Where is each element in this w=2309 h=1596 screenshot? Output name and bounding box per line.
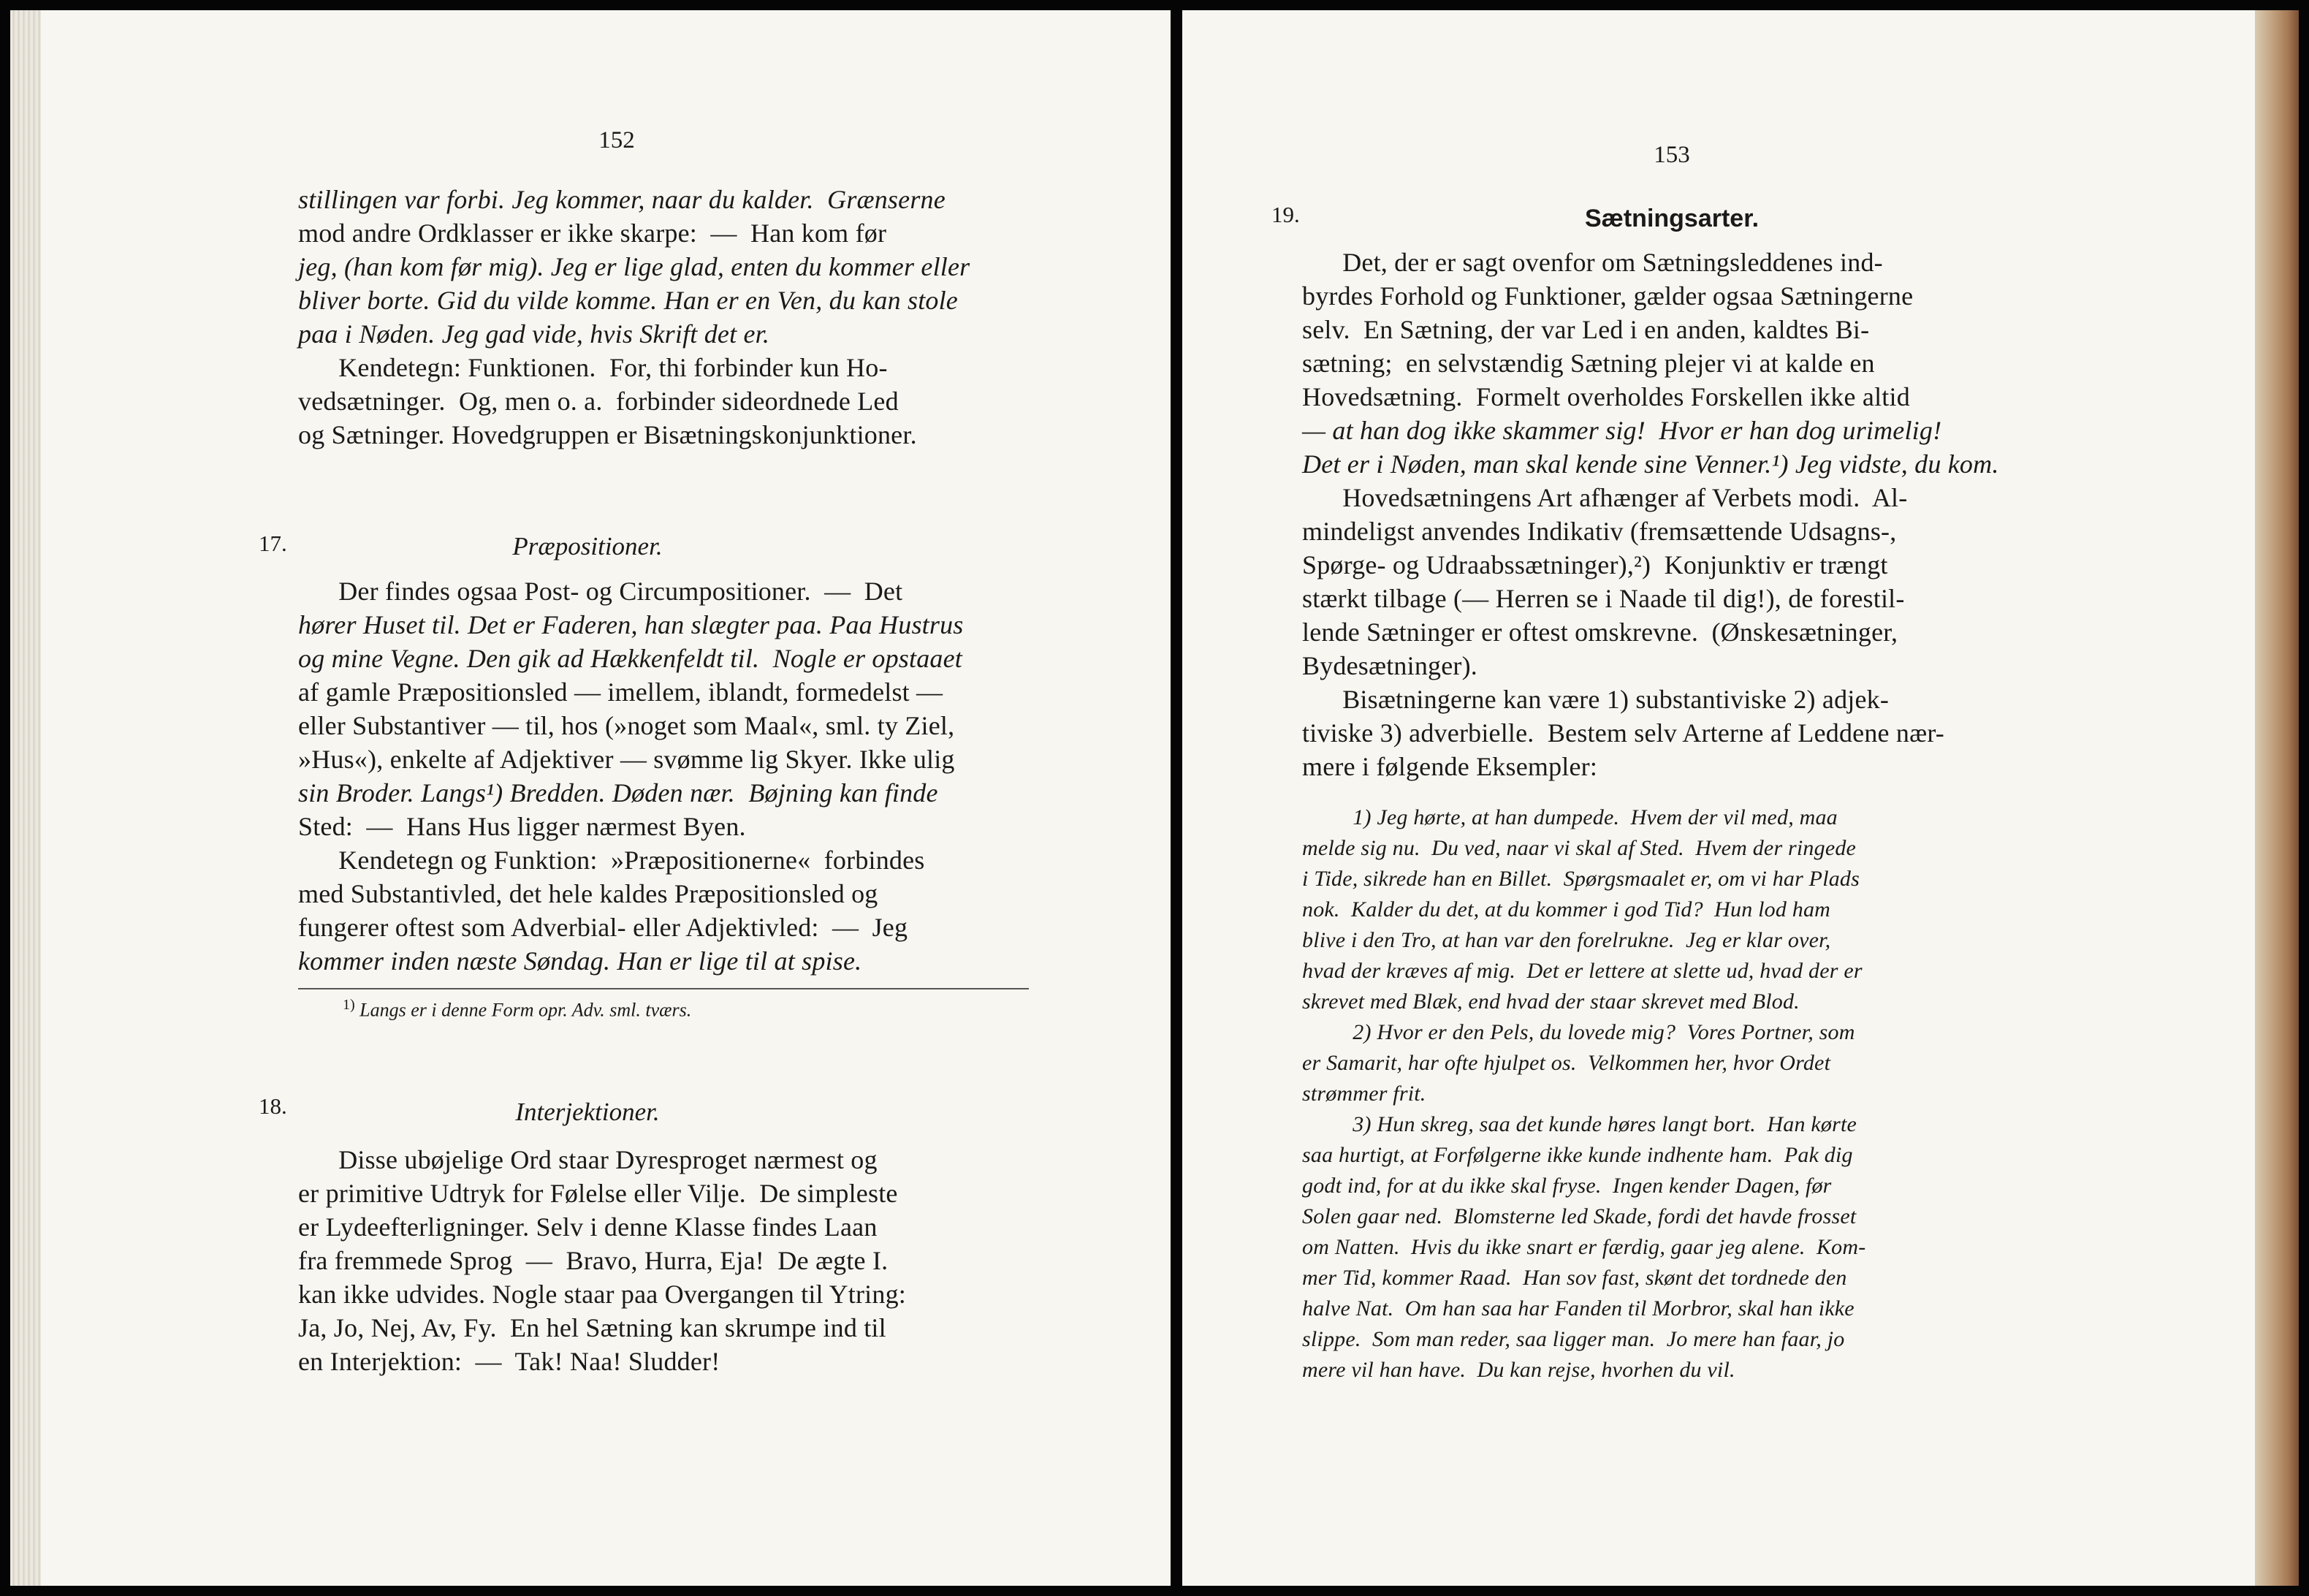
text-line: Hovedsætningens Art afhænger af Verbets modi. Al-	[1302, 483, 1908, 512]
text-line: fra fremmede Sprog — Bravo, Hurra, Eja! De ægte I.	[298, 1246, 889, 1275]
text-line: Hovedsætning. Formelt overholdes Forskellen ikke altid	[1302, 382, 1910, 411]
text-line: jeg, (han kom før mig). Jeg er lige glad, enten du kommer eller	[298, 252, 970, 281]
text-line: Spørge- og Udraabssætninger),²) Konjunktiv er trængt	[1302, 550, 1888, 580]
text-line: er primitive Udtryk for Følelse eller Vilje. De simpleste	[298, 1179, 898, 1208]
section-number-18: 18.	[259, 1093, 287, 1119]
text-line: og Sætninger. Hovedgruppen er Bisætningskonjunktioner.	[298, 420, 917, 449]
text-line: hører Huset til. Det er Faderen, han slægter paa. Paa Hustrus	[298, 610, 964, 639]
text-line: melde sig nu. Du ved, naar vi skal af Sted. Hvem der ringede	[1302, 836, 1857, 860]
text-line: vedsætninger. Og, men o. a. forbinder sideordnede Led	[298, 387, 899, 416]
page-number: 152	[598, 127, 635, 153]
page-number: 153	[1654, 142, 1690, 168]
text-line: paa i Nøden. Jeg gad vide, hvis Skrift det er.	[298, 319, 770, 349]
text-line: slippe. Som man reder, saa ligger man. Jo mere han faar, jo	[1302, 1327, 1845, 1351]
left-page	[10, 10, 1171, 1586]
text-line: Kendetegn og Funktion: »Præpositionerne« forbindes	[298, 846, 925, 875]
text-line: er Samarit, har ofte hjulpet os. Velkommen her, hvor Ordet	[1302, 1051, 1831, 1075]
text-line: stillingen var forbi. Jeg kommer, naar du kalder. Grænserne	[298, 185, 946, 214]
text-line: Kendetegn: Funktionen. For, thi forbinder kun Ho-	[298, 353, 888, 382]
text-line: bliver borte. Gid du vilde komme. Han er en Ven, du kan stole	[298, 286, 958, 315]
text-line: om Natten. Hvis du ikke snart er færdig, gaar jeg alene. Kom-	[1302, 1235, 1866, 1259]
text-line: Det, der er sagt ovenfor om Sætningsleddenes ind-	[1302, 248, 1883, 277]
text-line: sætning; en selvstændig Sætning plejer vi at kalde en	[1302, 349, 1875, 378]
right-page	[1182, 10, 2255, 1586]
text-line: sin Broder. Langs¹) Bredden. Døden nær. Bøjning kan finde	[298, 778, 938, 808]
text-line: og mine Vegne. Den gik ad Hækkenfeldt til. Nogle er opstaaet	[298, 644, 963, 673]
interjections-paragraph	[298, 1143, 906, 1378]
text-line: kan ikke udvides. Nogle staar paa Overgangen til Ytring:	[298, 1280, 906, 1309]
text-line: af gamle Præpositionsled — imellem, iblandt, formedelst —	[298, 677, 943, 707]
section-number-17: 17.	[259, 531, 287, 556]
text-line: Der findes ogsaa Post- og Circumpositioner. — Det	[298, 577, 903, 606]
footnote-text: Langs er i denne Form opr. Adv. sml. tværs.	[360, 999, 692, 1021]
text-line: kommer inden næste Søndag. Han er lige til at spise.	[298, 946, 862, 976]
text-line: Ja, Jo, Nej, Av, Fy. En hel Sætning kan skrumpe ind til	[298, 1313, 886, 1342]
text-line: med Substantivled, det hele kaldes Præpositionsled og	[298, 879, 878, 908]
text-line: Sted: — Hans Hus ligger nærmest Byen.	[298, 812, 746, 841]
text-line: Bydesætninger).	[1302, 651, 1477, 680]
text-line: 3) Hun skreg, saa det kunde høres langt bort. Han kørte	[1302, 1112, 1857, 1136]
text-line: — at han dog ikke skammer sig! Hvor er han dog urimelig!	[1302, 416, 1942, 445]
footnote-rule	[298, 988, 1029, 989]
text-line: skrevet med Blæk, end hvad der staar skrevet med Blod.	[1302, 989, 1800, 1014]
sentence-types-paragraph	[1302, 246, 1999, 783]
text-line: saa hurtigt, at Forfølgerne ikke kunde indhente ham. Pak dig	[1302, 1143, 1853, 1167]
text-line: strømmer frit.	[1302, 1082, 1426, 1106]
text-line: stærkt tilbage (— Herren se i Naade til dig!), de forestil-	[1302, 584, 1905, 613]
text-line: mod andre Ordklasser er ikke skarpe: — Han kom før	[298, 218, 887, 248]
text-line: blive i den Tro, at han var den forelrukne. Jeg er klar over,	[1302, 928, 1831, 952]
text-line: 2) Hvor er den Pels, du lovede mig? Vores Portner, som	[1302, 1020, 1855, 1044]
intro-paragraph	[298, 183, 970, 452]
text-line: hvad der kræves af mig. Det er lettere at slette ud, hvad der er	[1302, 959, 1863, 983]
text-line: mindeligst anvendes Indikativ (fremsættende Udsagns-,	[1302, 517, 1897, 546]
text-line: mere i følgende Eksempler:	[1302, 752, 1598, 781]
text-line: halve Nat. Om han saa har Fanden til Morbror, skal han ikke	[1302, 1296, 1855, 1320]
text-line: er Lydeefterligninger. Selv i denne Klasse findes Laan	[298, 1212, 878, 1242]
text-line: mere vil han have. Du kan rejse, hvorhen du vil.	[1302, 1358, 1735, 1382]
text-line: lende Sætninger er oftest omskrevne. (Ønskesætninger,	[1302, 618, 1898, 647]
text-line: Disse ubøjelige Ord staar Dyresproget nærmest og	[298, 1145, 878, 1174]
text-line: nok. Kalder du det, at du kommer i god Tid? Hun lod ham	[1302, 897, 1831, 922]
text-line: tiviske 3) adverbielle. Bestem selv Arterne af Leddene nær-	[1302, 718, 1944, 748]
page-edge-stack	[10, 10, 41, 1586]
text-line: eller Substantiver — til, hos (»noget som Maal«, sml. ty Ziel,	[298, 711, 955, 740]
text-line: byrdes Forhold og Funktioner, gælder ogsaa Sætningerne	[1302, 281, 1914, 311]
section-heading-prepositions: Præpositioner.	[512, 532, 663, 560]
text-line: i Tide, sikrede han en Billet. Spørgsmaalet er, om vi har Plads	[1302, 867, 1860, 891]
text-line: »Hus«), enkelte af Adjektiver — svømme lig Skyer. Ikke ulig	[298, 745, 955, 774]
text-line: mer Tid, kommer Raad. Han sov fast, skønt det tordnede den	[1302, 1266, 1847, 1290]
section-number-19: 19.	[1271, 202, 1300, 227]
examples-paragraph	[1302, 802, 1865, 1386]
text-line: Bisætningerne kan være 1) substantiviske 2) adjek-	[1302, 685, 1890, 714]
section-heading-interjections: Interjektioner.	[515, 1098, 660, 1126]
section-heading-sentence-types: Sætningsarter.	[1584, 205, 1760, 232]
footnote-marker: 1)	[343, 997, 355, 1013]
text-line: en Interjektion: — Tak! Naa! Sludder!	[298, 1347, 720, 1376]
text-line: 1) Jeg hørte, at han dumpede. Hvem der vil med, maa	[1302, 805, 1838, 829]
footnote	[343, 997, 691, 1022]
text-line: selv. En Sætning, der var Led i en anden, kaldtes Bi-	[1302, 315, 1870, 344]
text-line: fungerer oftest som Adverbial- eller Adjektivled: — Jeg	[298, 913, 908, 942]
text-line: Det er i Nøden, man skal kende sine Venner.¹) Jeg vidste, du kom.	[1302, 449, 1999, 479]
text-line: Solen gaar ned. Blomsterne led Skade, fordi det havde frosset	[1302, 1204, 1857, 1228]
text-line: godt ind, for at du ikke skal fryse. Ingen kender Dagen, før	[1302, 1174, 1832, 1198]
prepositions-paragraph	[298, 574, 963, 978]
book-edge	[2255, 10, 2299, 1586]
